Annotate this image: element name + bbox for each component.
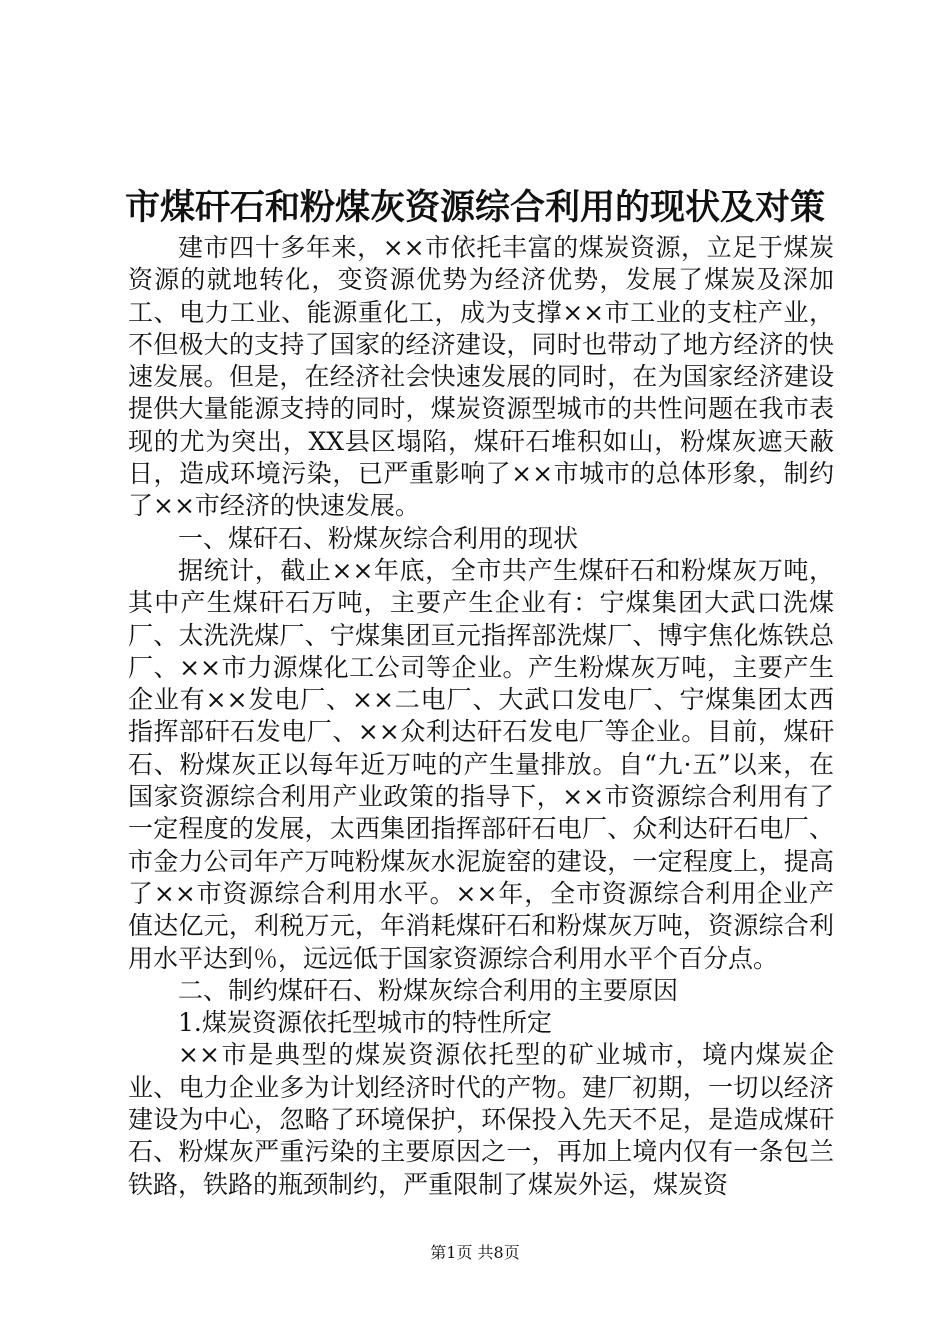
document-title: 市煤矸石和粉煤灰资源综合利用的现状及对策 [124, 187, 825, 228]
page-number-footer: 第1页 共8页 [430, 1243, 520, 1262]
body-paragraph-statistics: 据统计，截止××年底，全市共产生煤矸石和粉煤灰万吨，其中产生煤矸石万吨，主要产生企业有：宁煤集团大武口洗煤厂、太洗洗煤厂、宁煤集团亘元指挥部洗煤厂、博宇焦化炼铁总厂、××市力源煤化工公司等企业。产生粉煤灰万吨，主要产生企业有××发电厂、××二电厂、大武口发电厂、宁煤集团太西指挥部矸石发电厂、××众利达矸石发电厂等企业。目前，煤矸石、粉煤灰正以每年近万吨的产生量排放。自“九·五”以来，在国家资源综合利用产业政策的指导下，××市资源综合利用有了一定程度的发展，太西集团指挥部矸石电厂、众利达矸石电厂、市金力公司年产万吨粉煤灰水泥旋窑的建设，一定程度上，提高了××市资源综合利用水平。××年，全市资源综合利用企业产值达亿元，利税万元，年消耗煤矸石和粉煤灰万吨，资源综合利用水平达到％，远远低于国家资源综合利用水平个百分点。 [128, 555, 834, 973]
subsection-heading-1: 1.煤炭资源依托型城市的特性所定 [178, 1008, 552, 1038]
body-paragraph-intro: 建市四十多年来，××市依托丰富的煤炭资源，立足于煤炭资源的就地转化，变资源优势为经济优势，发展了煤炭及深加工、电力工业、能源重化工，成为支撑××市工业的支柱产业，不但极大的支持了国家的经济建设，同时也带动了地方经济的快速发展。但是，在经济社会快速发展的同时，在为国家经济建设提供大量能源支持的同时，煤炭资源型城市的共性问题在我市表现的尤为突出，XX县区塌陷，煤矸石堆积如山，粉煤灰遮天蔽日，造成环境污染，已严重影响了××市城市的总体形象，制约了××市经济的快速发展。 [128, 233, 834, 521]
document-body [128, 232, 834, 1201]
section-heading-causes: 二、制约煤矸石、粉煤灰综合利用的主要原因 [178, 975, 679, 1005]
section-heading-status: 一、煤矸石、粉煤灰综合利用的现状 [178, 523, 579, 553]
body-paragraph-city-type: ××市是典型的煤炭资源依托型的矿业城市，境内煤炭企业、电力企业多为计划经济时代的产物。建厂初期，一切以经济建设为中心，忽略了环境保护，环保投入先天不足，是造成煤矸石、粉煤灰严重污染的主要原因之一，再加上境内仅有一条包兰铁路，铁路的瓶颈制约，严重限制了煤炭外运，煤炭资 [128, 1040, 834, 1199]
